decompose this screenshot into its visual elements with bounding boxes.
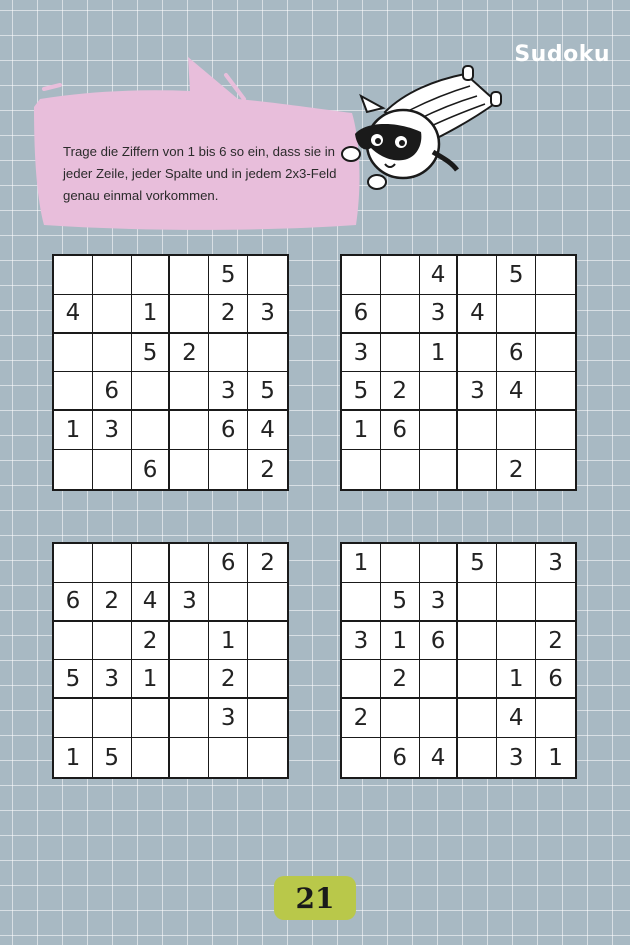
sudoku-cell[interactable] [458, 738, 497, 777]
sudoku-cell[interactable]: 6 [381, 738, 420, 777]
sudoku-cell[interactable] [170, 622, 209, 661]
sudoku-cell[interactable] [497, 544, 536, 583]
sudoku-cell[interactable] [381, 699, 420, 738]
sudoku-cell[interactable]: 6 [342, 295, 381, 334]
sudoku-cell[interactable]: 3 [170, 583, 209, 622]
sudoku-cell[interactable]: 4 [132, 583, 171, 622]
sudoku-cell[interactable]: 1 [497, 660, 536, 699]
sudoku-cell[interactable]: 1 [54, 411, 93, 450]
sudoku-cell[interactable] [93, 256, 132, 295]
sudoku-cell[interactable] [536, 699, 575, 738]
sudoku-grid-1 [52, 254, 289, 491]
instruction-text: Trage die Ziffern von 1 bis 6 so ein, dass sie in jeder Zeile, jeder Spalte und in jedem 2x3-Feld genau einmal vorkommen. [63, 144, 337, 203]
sudoku-cell[interactable] [248, 583, 287, 622]
sudoku-cell[interactable] [381, 256, 420, 295]
sudoku-cell[interactable]: 3 [342, 622, 381, 661]
sudoku-cell[interactable] [54, 334, 93, 373]
sudoku-cell[interactable]: 3 [497, 738, 536, 777]
sudoku-cell[interactable]: 2 [381, 660, 420, 699]
sudoku-cell[interactable]: 3 [93, 411, 132, 450]
sudoku-cell[interactable] [458, 660, 497, 699]
sudoku-cell[interactable] [132, 738, 171, 777]
sudoku-cell[interactable] [536, 583, 575, 622]
sudoku-cell[interactable]: 2 [248, 544, 287, 583]
sudoku-cell[interactable] [381, 295, 420, 334]
sudoku-cell[interactable]: 3 [458, 372, 497, 411]
sudoku-cell[interactable] [170, 256, 209, 295]
section-title: Sudoku [514, 42, 610, 67]
sudoku-cell[interactable] [93, 622, 132, 661]
sudoku-cell[interactable] [342, 660, 381, 699]
sudoku-cell[interactable]: 6 [209, 544, 248, 583]
sudoku-cell[interactable]: 1 [209, 622, 248, 661]
sudoku-cell[interactable] [209, 583, 248, 622]
sudoku-cell[interactable]: 4 [420, 738, 459, 777]
sudoku-cell[interactable]: 3 [209, 699, 248, 738]
sudoku-cell[interactable]: 5 [381, 583, 420, 622]
sudoku-cell[interactable] [132, 256, 171, 295]
sudoku-cell[interactable] [458, 334, 497, 373]
sudoku-cell[interactable]: 2 [209, 295, 248, 334]
sudoku-cell[interactable] [458, 583, 497, 622]
sudoku-cell[interactable]: 1 [54, 738, 93, 777]
sudoku-cell[interactable]: 2 [170, 334, 209, 373]
sudoku-cell[interactable] [170, 450, 209, 489]
sudoku-cell[interactable] [248, 699, 287, 738]
sudoku-cell[interactable] [248, 738, 287, 777]
sudoku-cell[interactable] [458, 411, 497, 450]
sudoku-cell[interactable] [170, 295, 209, 334]
sudoku-cell[interactable]: 6 [497, 334, 536, 373]
sudoku-cell[interactable] [497, 622, 536, 661]
sudoku-cell[interactable] [248, 660, 287, 699]
sudoku-cell[interactable] [54, 450, 93, 489]
sudoku-cell[interactable] [342, 450, 381, 489]
sudoku-cell[interactable] [93, 699, 132, 738]
sudoku-cell[interactable] [93, 295, 132, 334]
sudoku-cell[interactable]: 1 [132, 660, 171, 699]
sudoku-cell[interactable]: 6 [132, 450, 171, 489]
sudoku-cell[interactable]: 6 [381, 411, 420, 450]
sudoku-cell[interactable]: 2 [93, 583, 132, 622]
sudoku-cell[interactable] [93, 450, 132, 489]
sudoku-cell[interactable]: 5 [54, 660, 93, 699]
sudoku-cell[interactable]: 4 [497, 372, 536, 411]
sudoku-cell[interactable]: 5 [342, 372, 381, 411]
sudoku-cell[interactable]: 5 [93, 738, 132, 777]
sudoku-cell[interactable] [54, 622, 93, 661]
sudoku-cell[interactable] [248, 334, 287, 373]
sudoku-cell[interactable] [497, 411, 536, 450]
sudoku-cell[interactable]: 2 [381, 372, 420, 411]
sudoku-cell[interactable] [132, 544, 171, 583]
sudoku-cell[interactable]: 2 [260, 456, 275, 483]
sudoku-cell[interactable] [458, 450, 497, 489]
sudoku-cell[interactable]: 2 [342, 699, 381, 738]
sudoku-cell[interactable] [342, 256, 381, 295]
sudoku-cell[interactable] [536, 411, 575, 450]
sudoku-cell[interactable] [248, 622, 287, 661]
sudoku-cell[interactable] [248, 256, 287, 295]
sudoku-cell[interactable]: 1 [132, 295, 171, 334]
raccoon-mascot-icon [325, 62, 515, 202]
sudoku-cell[interactable] [170, 544, 209, 583]
sudoku-cell[interactable]: 1 [548, 744, 563, 771]
sudoku-cell[interactable]: 4 [458, 295, 497, 334]
sudoku-cell[interactable] [170, 411, 209, 450]
sudoku-cell[interactable] [536, 295, 575, 334]
sudoku-cell[interactable] [170, 699, 209, 738]
sudoku-cell[interactable]: 3 [209, 372, 248, 411]
sudoku-cell[interactable] [132, 699, 171, 738]
sudoku-cell[interactable]: 5 [458, 544, 497, 583]
sudoku-cell[interactable] [132, 411, 171, 450]
sudoku-cell[interactable] [420, 450, 459, 489]
sudoku-cell[interactable] [54, 544, 93, 583]
sudoku-cell[interactable] [381, 334, 420, 373]
sudoku-cell[interactable] [536, 334, 575, 373]
sudoku-cell[interactable] [209, 334, 248, 373]
sudoku-cell[interactable] [342, 738, 381, 777]
sudoku-cell[interactable]: 6 [93, 372, 132, 411]
sudoku-cell[interactable]: 6 [209, 411, 248, 450]
sudoku-cell[interactable]: 4 [248, 411, 287, 450]
sudoku-cell[interactable]: 2 [497, 450, 536, 489]
sudoku-cell[interactable]: 5 [209, 256, 248, 295]
sudoku-cell[interactable] [170, 660, 209, 699]
sudoku-cell[interactable]: 3 [536, 544, 575, 583]
sudoku-grid-3 [52, 542, 289, 779]
sudoku-cell[interactable] [54, 699, 93, 738]
sudoku-cell[interactable]: 2 [132, 622, 171, 661]
sudoku-cell[interactable] [420, 544, 459, 583]
sudoku-cell[interactable]: 1 [342, 411, 381, 450]
sudoku-cell[interactable]: 3 [93, 660, 132, 699]
sudoku-cell[interactable]: 1 [381, 622, 420, 661]
sudoku-cell[interactable] [342, 583, 381, 622]
sudoku-cell[interactable] [420, 411, 459, 450]
sudoku-cell[interactable] [209, 450, 248, 489]
sudoku-cell[interactable] [420, 660, 459, 699]
sudoku-cell[interactable] [209, 738, 248, 777]
sudoku-cell[interactable] [458, 256, 497, 295]
sudoku-cell[interactable] [170, 372, 209, 411]
sudoku-cell[interactable] [536, 450, 575, 489]
sudoku-cell[interactable]: 3 [342, 334, 381, 373]
sudoku-cell[interactable]: 3 [248, 295, 287, 334]
sudoku-cell[interactable] [497, 583, 536, 622]
sudoku-cell[interactable]: 1 [420, 334, 459, 373]
sudoku-cell[interactable]: 3 [420, 295, 459, 334]
sudoku-cell[interactable] [536, 372, 575, 411]
sudoku-cell[interactable]: 3 [420, 583, 459, 622]
sudoku-cell[interactable] [458, 699, 497, 738]
sudoku-cell[interactable] [497, 295, 536, 334]
sudoku-cell[interactable] [93, 334, 132, 373]
sudoku-cell[interactable]: 5 [132, 334, 171, 373]
sudoku-cell[interactable]: 4 [497, 699, 536, 738]
sudoku-cell[interactable] [93, 544, 132, 583]
sudoku-cell[interactable] [381, 544, 420, 583]
sudoku-cell[interactable] [132, 372, 171, 411]
sudoku-cell[interactable] [381, 450, 420, 489]
page-number: 21 [274, 876, 356, 920]
sudoku-cell[interactable]: 5 [248, 372, 287, 411]
sudoku-cell[interactable] [170, 738, 209, 777]
sudoku-cell[interactable] [420, 372, 459, 411]
sudoku-cell[interactable] [54, 372, 93, 411]
sudoku-grid-4 [340, 542, 577, 779]
sudoku-grid-2 [340, 254, 577, 491]
sudoku-cell[interactable]: 4 [420, 256, 459, 295]
sudoku-cell[interactable]: 6 [54, 583, 93, 622]
sudoku-cell[interactable] [54, 256, 93, 295]
sudoku-cell[interactable]: 2 [536, 622, 575, 661]
sudoku-cell[interactable]: 4 [54, 295, 93, 334]
sudoku-cell[interactable]: 1 [342, 544, 381, 583]
sudoku-cell[interactable] [536, 256, 575, 295]
sudoku-cell[interactable]: 6 [420, 622, 459, 661]
sudoku-cell[interactable] [420, 699, 459, 738]
sudoku-cell[interactable]: 6 [536, 660, 575, 699]
sudoku-cell[interactable]: 5 [497, 256, 536, 295]
sudoku-cell[interactable]: 2 [209, 660, 248, 699]
sudoku-cell[interactable] [458, 622, 497, 661]
